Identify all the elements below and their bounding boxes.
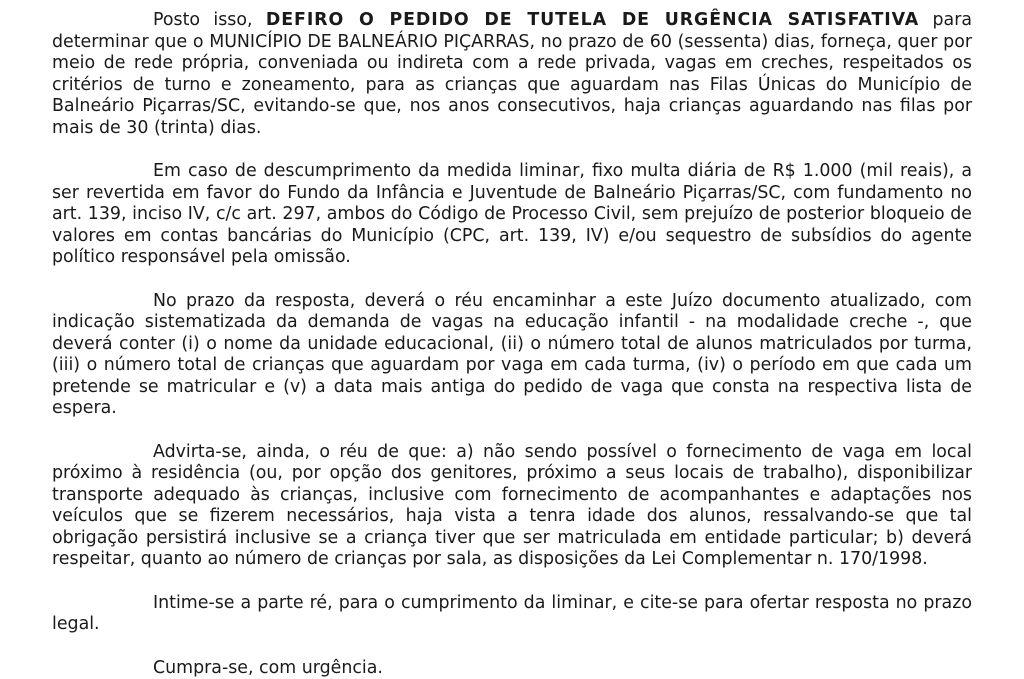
paragraph-penalty: Em caso de descumprimento da medida liminar, fixo multa diária de R$ 1.000 (mil reais), a ser revertida em favor do Fundo da Infância e Juventude de Balneário Piçarras/SC, com fundamento no art. 139, inciso IV, c/c art. 297, ambos do Código de Processo Civil, sem prejuízo de posterior bloqueio de valores em contas bancárias do Município (CPC, art. 139, IV) e/ou sequestro de subsídios do agente político responsável pela omissão. (52, 161, 972, 269)
paragraph-warning: Advirta-se, ainda, o réu de que: a) não sendo possível o fornecimento de vaga em local próximo à residência (ou, por opção dos genitores, próximo a seus locais de trabalho), disponibilizar transporte adequado às crianças, inclusive com fornecimento de acompanhantes e adaptações nos veículos que se fizerem necessários, haja vista a tenra idade dos alunos, ressalvando-se que tal obrigação persistirá inclusive se a criança tiver que ser matriculada em entidade particular; b) deverá respeitar, quanto ao número de crianças por sala, as disposições da Lei Complementar n. 170/1998. (52, 442, 972, 571)
decision-emphasis: DEFIRO O PEDIDO DE TUTELA DE URGÊNCIA SATISFATIVA (266, 10, 919, 30)
paragraph-decision-lead: Posto isso, (153, 10, 266, 30)
paragraph-summons: Intime-se a parte ré, para o cumprimento da liminar, e cite-se para ofertar resposta no prazo legal. (52, 593, 972, 636)
paragraph-decision (52, 10, 972, 139)
paragraph-decision-text: para determinar que o MUNICÍPIO DE BALNEÁRIO PIÇARRAS, no prazo de 60 (sessenta) dias, forneça, quer por meio de rede própria, conveniada ou indireta com a rede privada, vagas em creches, respeitados os critérios de turno e zoneamento, para as crianças que aguardam nas Filas Únicas do Município de Balneário Piçarras/SC, evitando-se que, nos anos consecutivos, haja crianças aguardando nas filas por mais de 30 (trinta) dias. (52, 10, 972, 138)
paragraph-response-deadline: No prazo da resposta, deverá o réu encaminhar a este Juízo documento atualizado, com indicação sistematizada da demanda de vagas na educação infantil - na modalidade creche -, que deverá conter (i) o nome da unidade educacional, (ii) o número total de alunos matriculados por turma, (iii) o número total de crianças que aguardam por vaga em cada turma, (iv) o período em que cada um pretende se matricular e (v) a data mais antiga do pedido de vaga que consta na respectiva lista de espera. (52, 291, 972, 420)
paragraph-closing: Cumpra-se, com urgência. (52, 658, 972, 679)
document-body (52, 10, 972, 679)
